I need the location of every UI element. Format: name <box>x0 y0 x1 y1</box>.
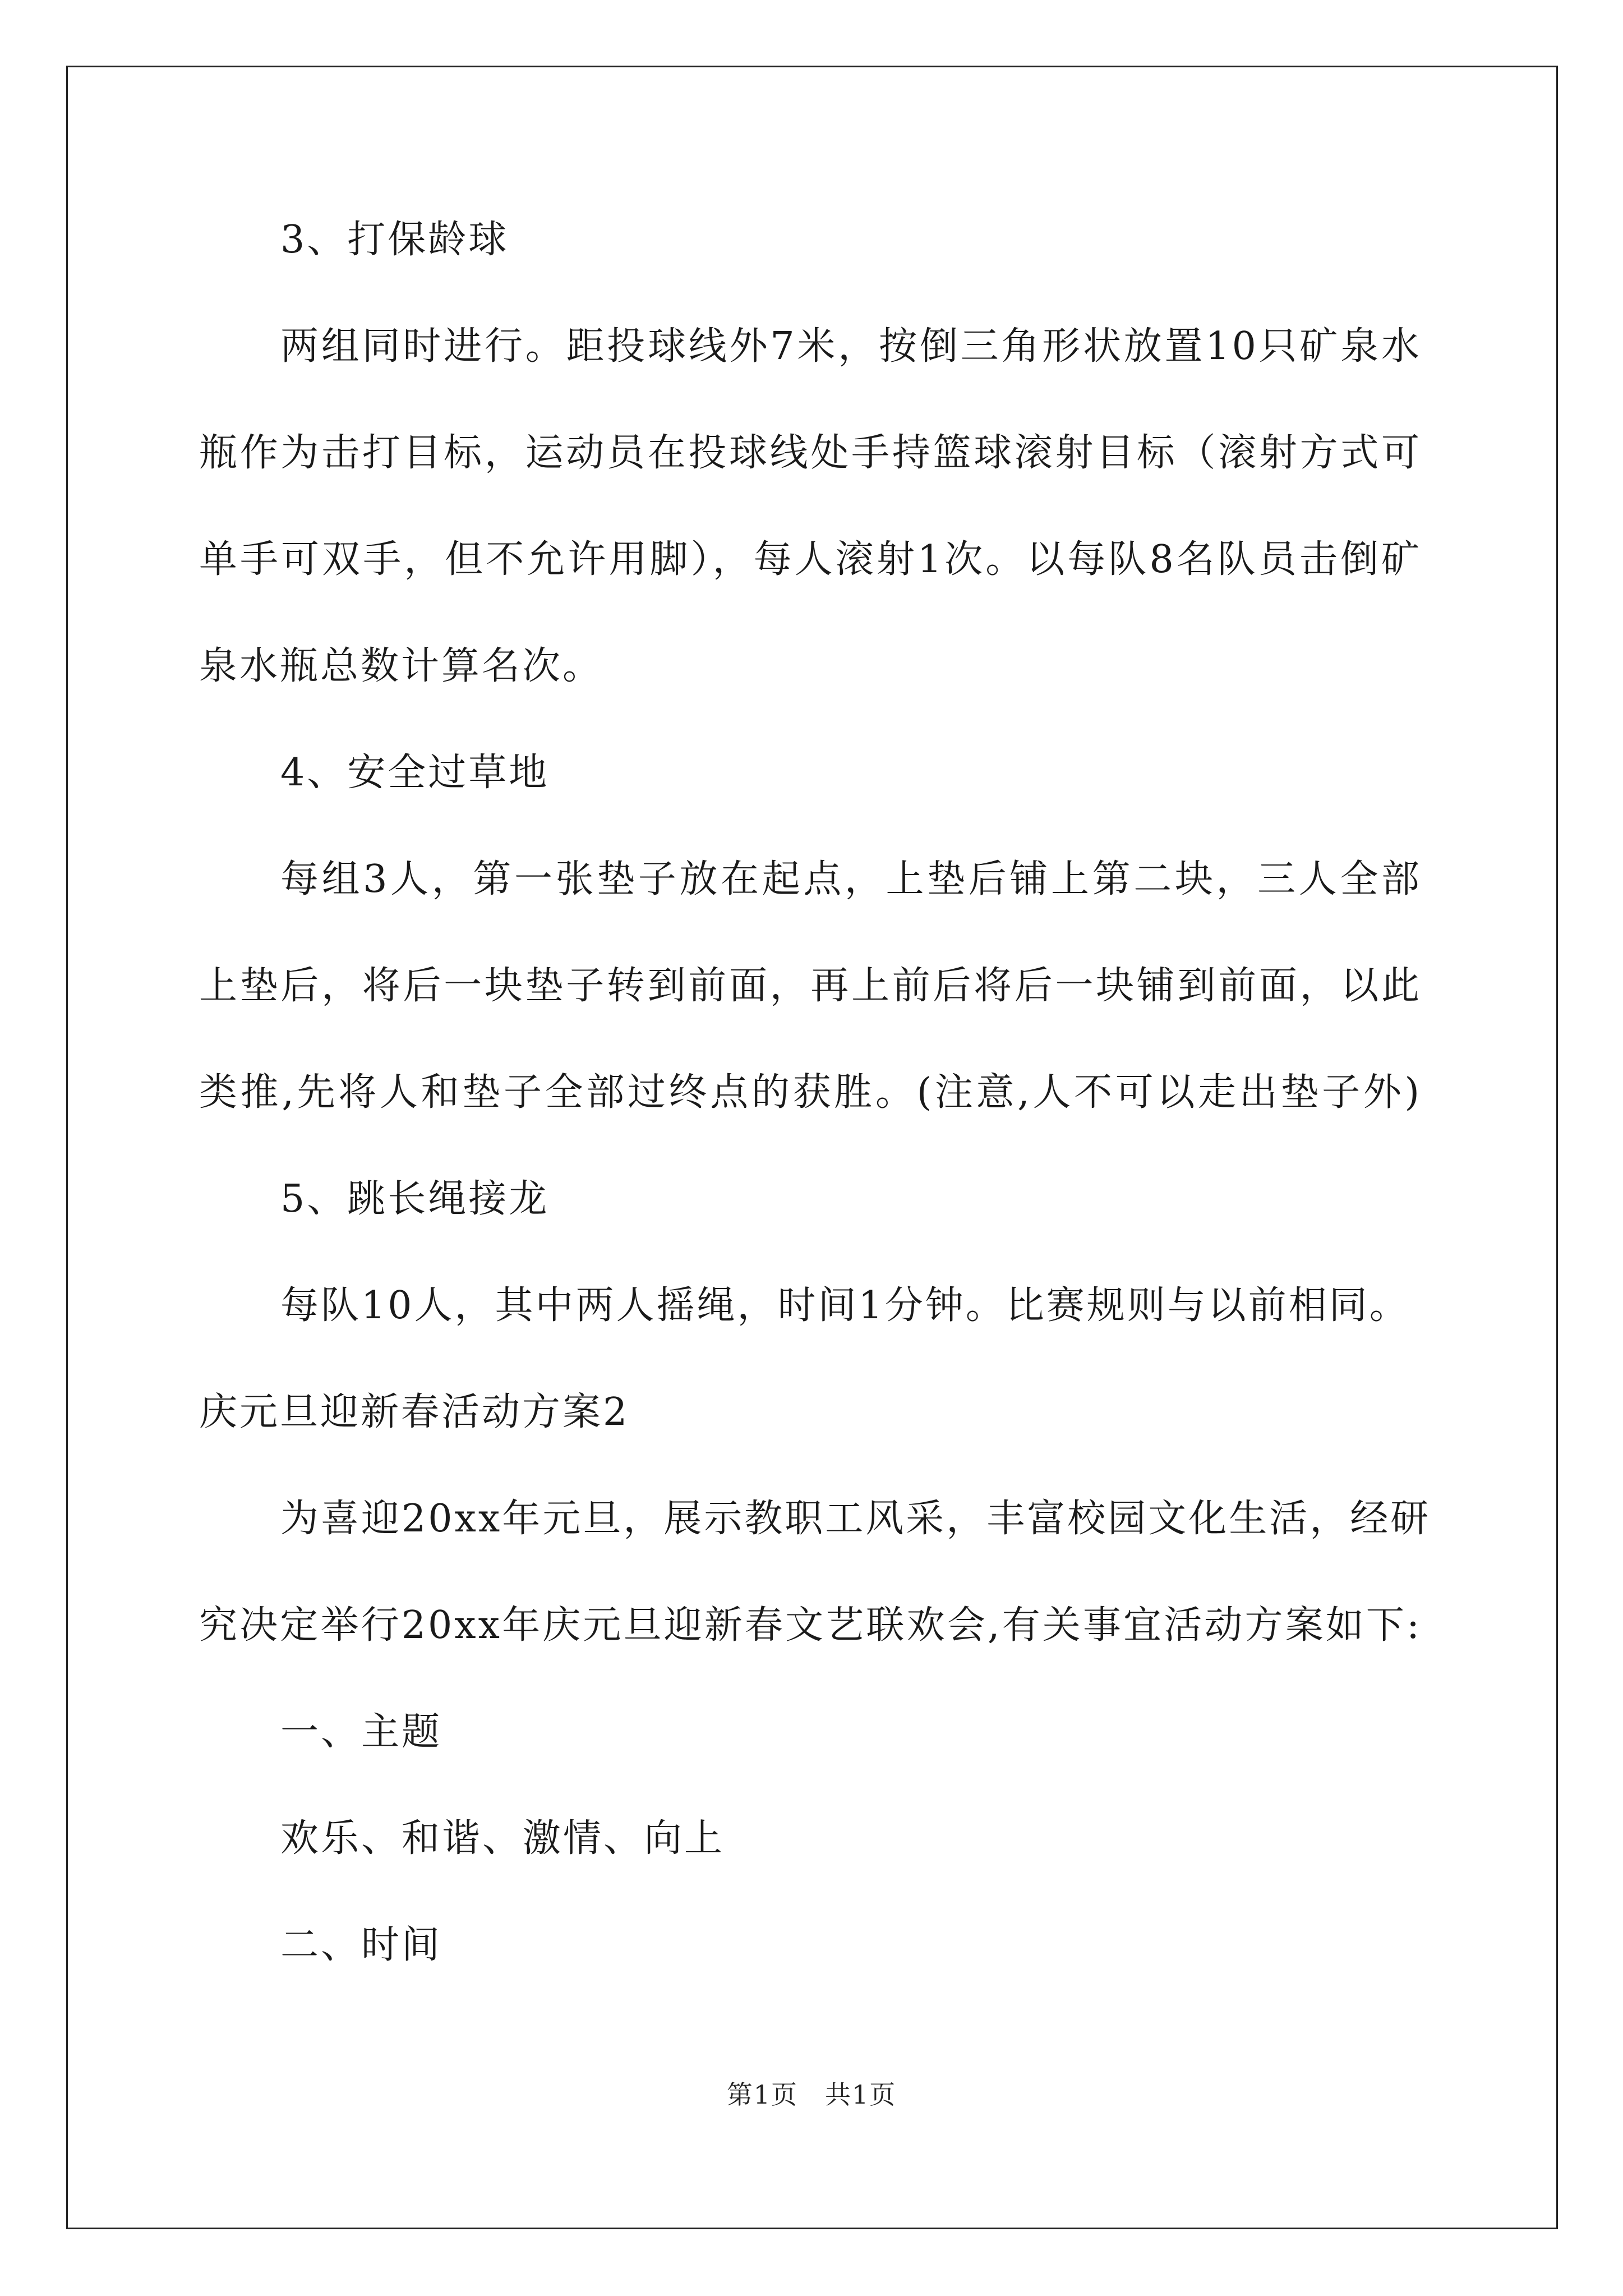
paragraph-line: 单手可双手，但不允许用脚），每人滚射1次。以每队8名队员击倒矿 <box>199 537 1422 582</box>
paragraph-line: 上垫后，将后一块垫子转到前面，再上前后将后一块铺到前面，以此 <box>199 964 1422 1008</box>
paragraph-line: 每队10人，其中两人摇绳，时间1分钟。比赛规则与以前相同。 <box>280 1283 1410 1328</box>
section-heading-grass: 4、安全过草地 <box>280 751 550 795</box>
paragraph-line: 类推,先将人和垫子全部过终点的获胜。(注意,人不可以走出垫子外) <box>199 1070 1422 1115</box>
paragraph-line: 每组3人，第一张垫子放在起点，上垫后铺上第二块，三人全部 <box>280 857 1422 901</box>
paragraph-line: 泉水瓶总数计算名次。 <box>199 644 603 688</box>
section-heading-bowling: 3、打保龄球 <box>280 218 509 262</box>
paragraph-line: 瓶作为击打目标，运动员在投球线处手持篮球滚射目标（滚射方式可 <box>199 431 1422 475</box>
paragraph-line: 两组同时进行。距投球线外7米，按倒三角形状放置10只矿泉水 <box>280 324 1422 369</box>
document-title: 庆元旦迎新春活动方案2 <box>199 1390 630 1434</box>
section-heading-rope: 5、跳长绳接龙 <box>280 1177 550 1221</box>
paragraph-line: 欢乐、和谐、激情、向上 <box>280 1816 725 1861</box>
section-heading-theme: 一、主题 <box>280 1710 442 1754</box>
section-heading-time: 二、时间 <box>280 1923 442 1967</box>
paragraph-line: 究决定举行20xx年庆元旦迎新春文艺联欢会,有关事宜活动方案如下: <box>199 1603 1422 1648</box>
page-number-footer: 第1页 共1页 <box>726 2079 897 2110</box>
document-body <box>199 213 1431 2025</box>
paragraph-line: 为喜迎20xx年元旦，展示教职工风采，丰富校园文化生活，经研 <box>280 1497 1431 1541</box>
